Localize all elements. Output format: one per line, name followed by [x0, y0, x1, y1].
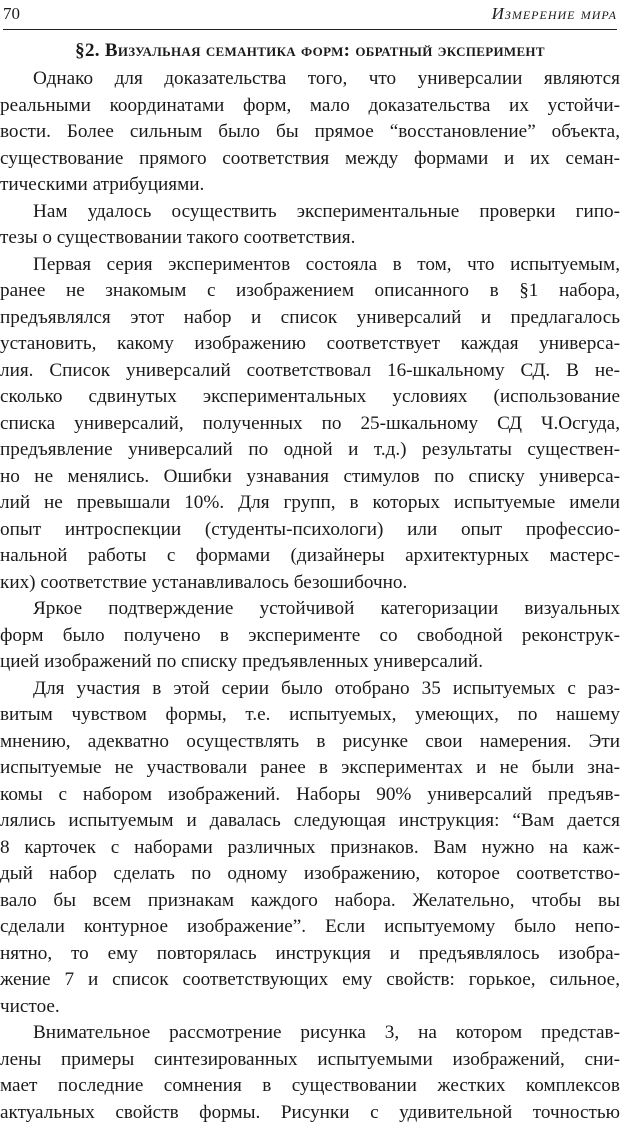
text-line: вало бы всем признакам каждого набора. Желательно, чтобы вы	[0, 888, 620, 915]
text-line: чистое.	[0, 994, 620, 1021]
text-line: актуальных свойств формы. Рисунки с удивительной точностью	[0, 1100, 620, 1126]
text-line: реальными координатами форм, мало доказательства их устойчи-	[0, 93, 620, 120]
text-line: комы с набором изображений. Наборы 90% универсалий предъяв-	[0, 782, 620, 809]
text-line: цией изображений по списку предъявленных универсалий.	[0, 649, 620, 676]
text-line: мнению, адекватно осуществлять в рисунке свои намерения. Эти	[0, 729, 620, 756]
text-line: лий не превышали 10%. Для групп, в которых испытуемые имели	[0, 490, 620, 517]
text-line: нятно, то ему повторялась инструкция и предъявлялось изобра-	[0, 941, 620, 968]
text-line: жение 7 и список соответствующих ему свойств: горькое, сильное,	[0, 967, 620, 994]
paragraph	[0, 252, 620, 597]
text-line: установить, какому изображению соответствует каждая универса-	[0, 331, 620, 358]
text-line: предъявление универсалий по одной и т.д.) результаты существен-	[0, 437, 620, 464]
text-line: сделали контурное изображение”. Если испытуемому было непо-	[0, 914, 620, 941]
text-line: списка универсалий, полученных по 25-шкальному СД Ч.Осгуда,	[0, 411, 620, 438]
text-line: но не менялись. Ошибки узнавания стимулов по списку универса-	[0, 464, 620, 491]
text-line: Яркое подтверждение устойчивой категоризации визуальных	[0, 596, 620, 623]
text-line: 8 карточек с наборами различных признаков. Вам нужно на каж-	[0, 835, 620, 862]
paragraph	[0, 66, 620, 199]
text-line: нальной работы с формами (дизайнеры архитектурных мастерс-	[0, 543, 620, 570]
text-line: Первая серия экспериментов состояла в том, что испытуемым,	[0, 252, 620, 279]
page-number: 70	[3, 2, 20, 26]
text-line: сколько сдвинутых экспериментальных условиях (использование	[0, 384, 620, 411]
paragraph	[0, 676, 620, 1021]
paragraph	[0, 596, 620, 676]
text-line: опыт интроспекции (студенты-психологи) или опыт профессио-	[0, 517, 620, 544]
text-line: Внимательное рассмотрение рисунка 3, на котором представ-	[0, 1020, 620, 1047]
text-line: тическими атрибуциями.	[0, 172, 620, 199]
text-line: ранее не знакомым с изображением описанного в §1 набора,	[0, 278, 620, 305]
text-line: существование прямого соответствия между формами и их семан-	[0, 146, 620, 173]
text-line: мает последние сомнения в существовании жестких комплексов	[0, 1073, 620, 1100]
text-line: испытуемые не участвовали ранее в экспериментах и не были зна-	[0, 755, 620, 782]
body-text	[0, 66, 620, 1126]
text-line: Однако для доказательства того, что универсалии являются	[0, 66, 620, 93]
text-line: дый набор сделать по одному изображению, которое соответство-	[0, 861, 620, 888]
header-rule	[3, 29, 617, 30]
paragraph	[0, 1020, 620, 1126]
text-line: ких) соответствие устанавливалось безошибочно.	[0, 570, 620, 597]
text-line: лялись испытуемым и давалась следующая инструкция: “Вам дается	[0, 808, 620, 835]
text-line: форм было получено в эксперименте со свободной реконструк-	[0, 623, 620, 650]
text-line: Нам удалось осуществить экспериментальные проверки гипо-	[0, 199, 620, 226]
text-line: вости. Более сильным было бы прямое “восстановление” объекта,	[0, 119, 620, 146]
running-head	[3, 2, 617, 28]
text-line: предъявлялся этот набор и список универсалий и предлагалось	[0, 305, 620, 332]
running-title: Измерение мира	[492, 2, 617, 26]
text-line: витым чувством формы, т.е. испытуемых, умеющих, по нашему	[0, 702, 620, 729]
paragraph	[0, 199, 620, 252]
text-line: Для участия в этой серии было отобрано 35 испытуемых с раз-	[0, 676, 620, 703]
text-line: тезы о существовании такого соответствия.	[0, 225, 620, 252]
text-line: лены примеры синтезированных испытуемыми изображений, сни-	[0, 1047, 620, 1074]
text-line: лия. Список универсалий соответствовал 16-шкальному СД. В не-	[0, 358, 620, 385]
section-heading: §2. Визуальная семантика форм: обратный эксперимент	[0, 38, 620, 64]
